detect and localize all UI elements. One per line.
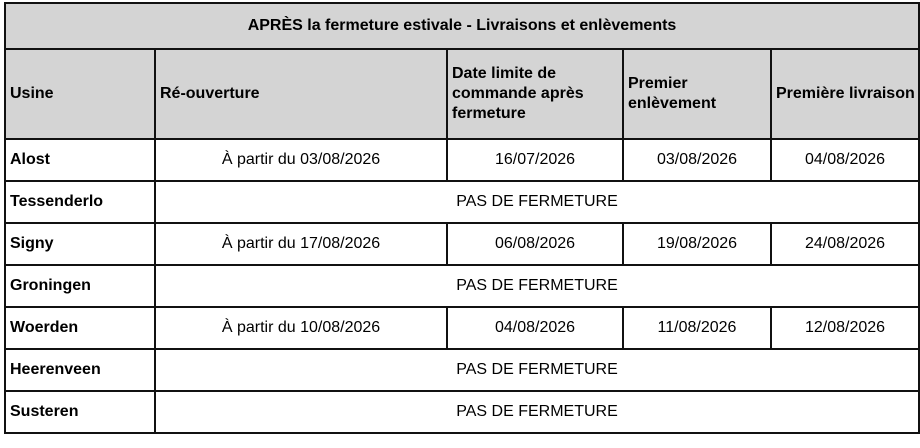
plant-name: Tessenderlo [5, 181, 155, 223]
plant-name: Susteren [5, 391, 155, 433]
order-deadline: 04/08/2026 [447, 307, 623, 349]
reopening-date: À partir du 03/08/2026 [155, 139, 447, 181]
order-deadline: 16/07/2026 [447, 139, 623, 181]
order-deadline: 06/08/2026 [447, 223, 623, 265]
no-closure-note: PAS DE FERMETURE [155, 265, 919, 307]
table-title: APRÈS la fermeture estivale - Livraisons et enlèvements [5, 3, 919, 49]
plant-name: Groningen [5, 265, 155, 307]
table-row [5, 307, 919, 349]
reopening-date: À partir du 10/08/2026 [155, 307, 447, 349]
table-row [5, 139, 919, 181]
header-reouverture: Ré-ouverture [155, 49, 447, 139]
plant-name: Woerden [5, 307, 155, 349]
header-premiere-livraison: Première livraison [771, 49, 919, 139]
reopening-date: À partir du 17/08/2026 [155, 223, 447, 265]
no-closure-note: PAS DE FERMETURE [155, 391, 919, 433]
first-pickup: 19/08/2026 [623, 223, 771, 265]
first-pickup: 03/08/2026 [623, 139, 771, 181]
plant-name: Signy [5, 223, 155, 265]
header-row [5, 49, 919, 139]
table-row [5, 181, 919, 223]
table-row [5, 391, 919, 433]
first-delivery: 24/08/2026 [771, 223, 919, 265]
first-delivery: 12/08/2026 [771, 307, 919, 349]
header-date-limite: Date limite de commande après fermeture [447, 49, 623, 139]
title-row [5, 3, 919, 49]
header-usine: Usine [5, 49, 155, 139]
table-row [5, 349, 919, 391]
table-row [5, 223, 919, 265]
plant-name: Heerenveen [5, 349, 155, 391]
table-row [5, 265, 919, 307]
first-delivery: 04/08/2026 [771, 139, 919, 181]
first-pickup: 11/08/2026 [623, 307, 771, 349]
plant-name: Alost [5, 139, 155, 181]
closure-schedule-table [4, 2, 920, 434]
no-closure-note: PAS DE FERMETURE [155, 181, 919, 223]
header-premier-enlevement: Premier enlèvement [623, 49, 771, 139]
no-closure-note: PAS DE FERMETURE [155, 349, 919, 391]
